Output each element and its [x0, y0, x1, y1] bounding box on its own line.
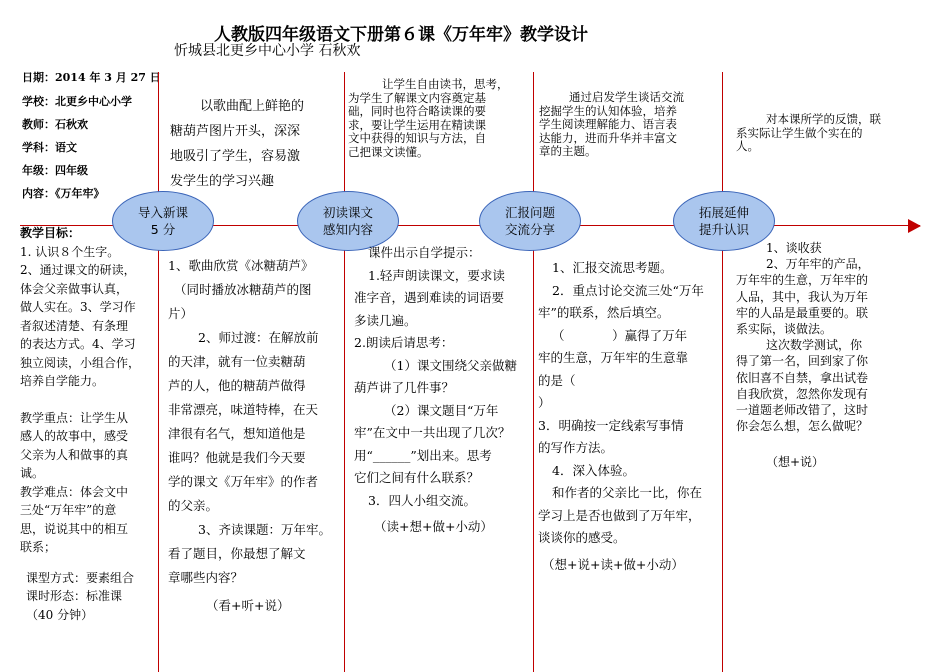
stage-3-steps — [538, 257, 718, 576]
step-line: 牢的生意，万年牢的生意靠 — [538, 350, 689, 365]
lesson-type-line: 课型方式：要素组合 — [26, 570, 135, 585]
stage-2-intent — [348, 78, 530, 159]
column-divider — [158, 72, 159, 672]
step-line: 准字音，遇到难读的词语要 — [354, 290, 505, 305]
goal-line: 者叙述清楚、有条理 — [20, 318, 129, 333]
step-line: 非常漂亮，味道特棒，在天 — [168, 402, 319, 417]
step-line: 3、齐读课题：万年牢。 — [198, 522, 331, 537]
stage-name-line: 提升认识 — [698, 222, 749, 237]
intent-line: 文中获得的知识与方法，自 — [348, 131, 486, 145]
lesson-type-line: （40 分钟） — [26, 607, 94, 622]
step-line: 依旧喜不自禁，拿出试卷 — [736, 370, 869, 385]
step-line: 谁吗？他就是我们今天要 — [168, 450, 306, 465]
step-line: 你会怎么想，怎么做呢？ — [736, 419, 869, 434]
intent-line: 地吸引了学生，容易激 — [170, 149, 301, 164]
lesson-type-line: 课时形态：标准课 — [26, 589, 123, 603]
step-line: 用“______”划出来。思考 — [354, 447, 492, 463]
intent-line: 础，同时也符合略读课的要 — [348, 104, 486, 118]
step-line: 2．重点讨论交流三处“万年 — [552, 282, 704, 298]
step-line: 3．明确按一定线索写事情 — [538, 417, 684, 433]
stage-4-intent — [736, 113, 920, 154]
stage-name-line: 导入新课 — [137, 205, 188, 220]
stage-1-steps — [168, 254, 340, 618]
step-line: 人品，其中，我认为万年 — [736, 289, 869, 304]
intent-line: 挖掘学生的认知体验，培养 — [539, 103, 677, 118]
goal-line: 的表达方式。4、学习 — [20, 337, 136, 351]
step-line: 牢”在文中一共出现了几次？ — [354, 425, 511, 440]
key-point-line: 父亲为人和做事的真 — [20, 447, 129, 462]
goal-line: 独立阅读，小组合作， — [20, 355, 141, 370]
stage-1-intent — [170, 94, 338, 194]
step-line: 芦的人，他的糖葫芦做得 — [168, 378, 306, 393]
step-line: 牢”的联系，然后填空。 — [538, 305, 670, 320]
column-divider — [722, 72, 723, 672]
step-line: 2.朗读后请思考： — [354, 335, 454, 350]
step-line: 学习上是否也做到了万年牢， — [538, 507, 701, 523]
stage-name-line: 5 分 — [150, 222, 176, 237]
step-line: 它们之间有什么联系？ — [354, 470, 480, 485]
stage-1-node — [112, 191, 214, 251]
step-line: 2、万年牢的产品， — [766, 257, 870, 272]
step-line: 1、谈收获 — [766, 241, 822, 255]
step-line: 万年牢的生意，万年牢的 — [736, 273, 869, 288]
step-line: 自我欣赏，忽然你发现有 — [736, 386, 869, 401]
meta-content: 内容：《万年牢》 — [22, 187, 105, 200]
timeline-arrowhead — [908, 219, 921, 233]
meta-grade: 年级：四年级 — [22, 164, 88, 177]
step-line: （1）课文围绕父亲做糖 — [384, 357, 517, 373]
meta-school: 学校：北更乡中心小学 — [22, 95, 132, 108]
stage-1-method: （看+听+说） — [206, 598, 290, 613]
intent-line: 让学生自由读书，思考， — [382, 77, 509, 91]
intent-line: 达能力，进而升华并丰富文 — [539, 130, 677, 145]
step-line: 这次数学测试，你 — [766, 338, 863, 353]
difficulty-line: 思，说说其中的相互 — [20, 521, 129, 536]
column-divider — [344, 72, 345, 672]
stage-name-line: 拓展延伸 — [698, 205, 749, 220]
stage-4-method: （想+说） — [766, 455, 825, 470]
step-line: 津很有名气，想知道他是 — [168, 426, 306, 441]
step-line: 1.轻声朗读课文，要求读 — [368, 267, 505, 283]
step-line: 多读几遍。 — [354, 312, 417, 328]
intent-line: 己把课文读懂。 — [348, 144, 429, 159]
goal-line: 做人实在。3、学习作 — [20, 300, 136, 314]
stage-name-line: 汇报问题 — [504, 205, 555, 220]
intent-line: 求，要让学生运用在精读课 — [348, 117, 486, 132]
intent-line: 糖葫芦图片开头，深深 — [170, 124, 301, 139]
intent-line: 对本课所学的反馈，联 — [766, 112, 881, 126]
step-line: 章哪些内容？ — [168, 570, 244, 585]
stage-2-method: （读+想+做+小动） — [374, 519, 493, 534]
meta-date: 日期：2014 年 3 月 27 日 — [22, 71, 161, 84]
document-title: 人教版四年级语文下册第６课《万年牢》教学设计 — [214, 25, 588, 45]
step-line: 2、师过渡：在解放前 — [198, 330, 319, 345]
step-line: 3．四人小组交流。 — [368, 492, 476, 508]
step-line: 牢的人品是最重要的。联 — [736, 305, 869, 320]
meta-teacher: 教师：石秋欢 — [22, 118, 88, 131]
step-line: 的是（ — [538, 372, 576, 388]
goals-title: 教学目标： — [20, 226, 81, 240]
intent-line: 发学生的学习兴趣 — [170, 174, 275, 189]
step-line: 得了第一名，回到家了你 — [736, 354, 869, 369]
step-line: （2）课文题目“万年 — [384, 402, 499, 418]
stage-name-line: 交流分享 — [504, 222, 555, 237]
step-line: 葫芦讲了几件事？ — [354, 380, 455, 395]
intent-line: 以歌曲配上鲜艳的 — [200, 99, 305, 114]
stage-name-line: 感知内容 — [322, 222, 373, 237]
step-line: （ ）赢得了万年 — [552, 327, 688, 343]
intent-line: 章的主题。 — [539, 144, 597, 158]
left-column — [20, 224, 154, 624]
step-line: 一道题老师改错了，这时 — [736, 403, 869, 418]
difficulty-line: 三处“万年牢”的意 — [20, 503, 117, 517]
intent-line: 系实际让学生做个实在的 — [736, 125, 863, 140]
stage-2-steps — [354, 242, 534, 539]
stage-name-line: 初读课文 — [322, 205, 373, 220]
stage-4-steps — [736, 240, 920, 471]
goal-line: 2、通过课文的研读， — [20, 263, 136, 277]
step-line: 课件出示自学提示： — [368, 245, 481, 260]
step-line: 4．深入体验。 — [552, 462, 635, 478]
intent-line: 为学生了解课文内容奠定基 — [348, 90, 486, 105]
step-line: 和作者的父亲比一比，你在 — [552, 485, 703, 500]
stage-3-intent — [539, 91, 719, 159]
step-line: 的父亲。 — [168, 498, 219, 513]
difficulty-line: 教学难点：体会文中 — [20, 484, 129, 499]
difficulty-line: 联系； — [20, 540, 57, 554]
step-line: 看了题目，你最想了解文 — [168, 546, 306, 561]
step-line: ） — [538, 395, 551, 410]
step-line: 系实际，谈做法。 — [736, 322, 833, 337]
step-line: 1、歌曲欣赏《冰糖葫芦》 — [168, 258, 314, 273]
key-point-line: 教学重点：让学生从 — [20, 410, 129, 425]
stage-3-method: （想+说+读+做+小动） — [542, 556, 684, 572]
intent-line: 人。 — [736, 139, 759, 153]
key-point-line: 诚。 — [20, 466, 45, 480]
intent-line: 学生阅读理解能力、语言表 — [539, 117, 677, 131]
key-point-line: 感人的故事中，感受 — [20, 429, 129, 443]
step-line: 的写作方法。 — [538, 440, 614, 455]
goal-line: 体会父亲做事认真， — [20, 281, 129, 296]
meta-subject: 学科：语文 — [22, 141, 77, 154]
goal-line: 培养自学能力。 — [20, 374, 105, 388]
goal-line: 1. 认识８个生字。 — [20, 244, 120, 259]
step-line: 片） — [168, 306, 194, 321]
document-subtitle: 忻城县北更乡中心小学 石秋欢 — [174, 43, 361, 59]
step-line: 1、汇报交流思考题。 — [552, 260, 673, 275]
step-line: 的天津，就有一位卖糖葫 — [168, 354, 306, 369]
step-line: 学的课文《万年牢》的作者 — [168, 474, 319, 489]
step-line: （同时播放冰糖葫芦的图 — [174, 282, 312, 297]
intent-line: 通过启发学生谈话交流 — [569, 90, 684, 104]
step-line: 谈谈你的感受。 — [538, 530, 626, 545]
